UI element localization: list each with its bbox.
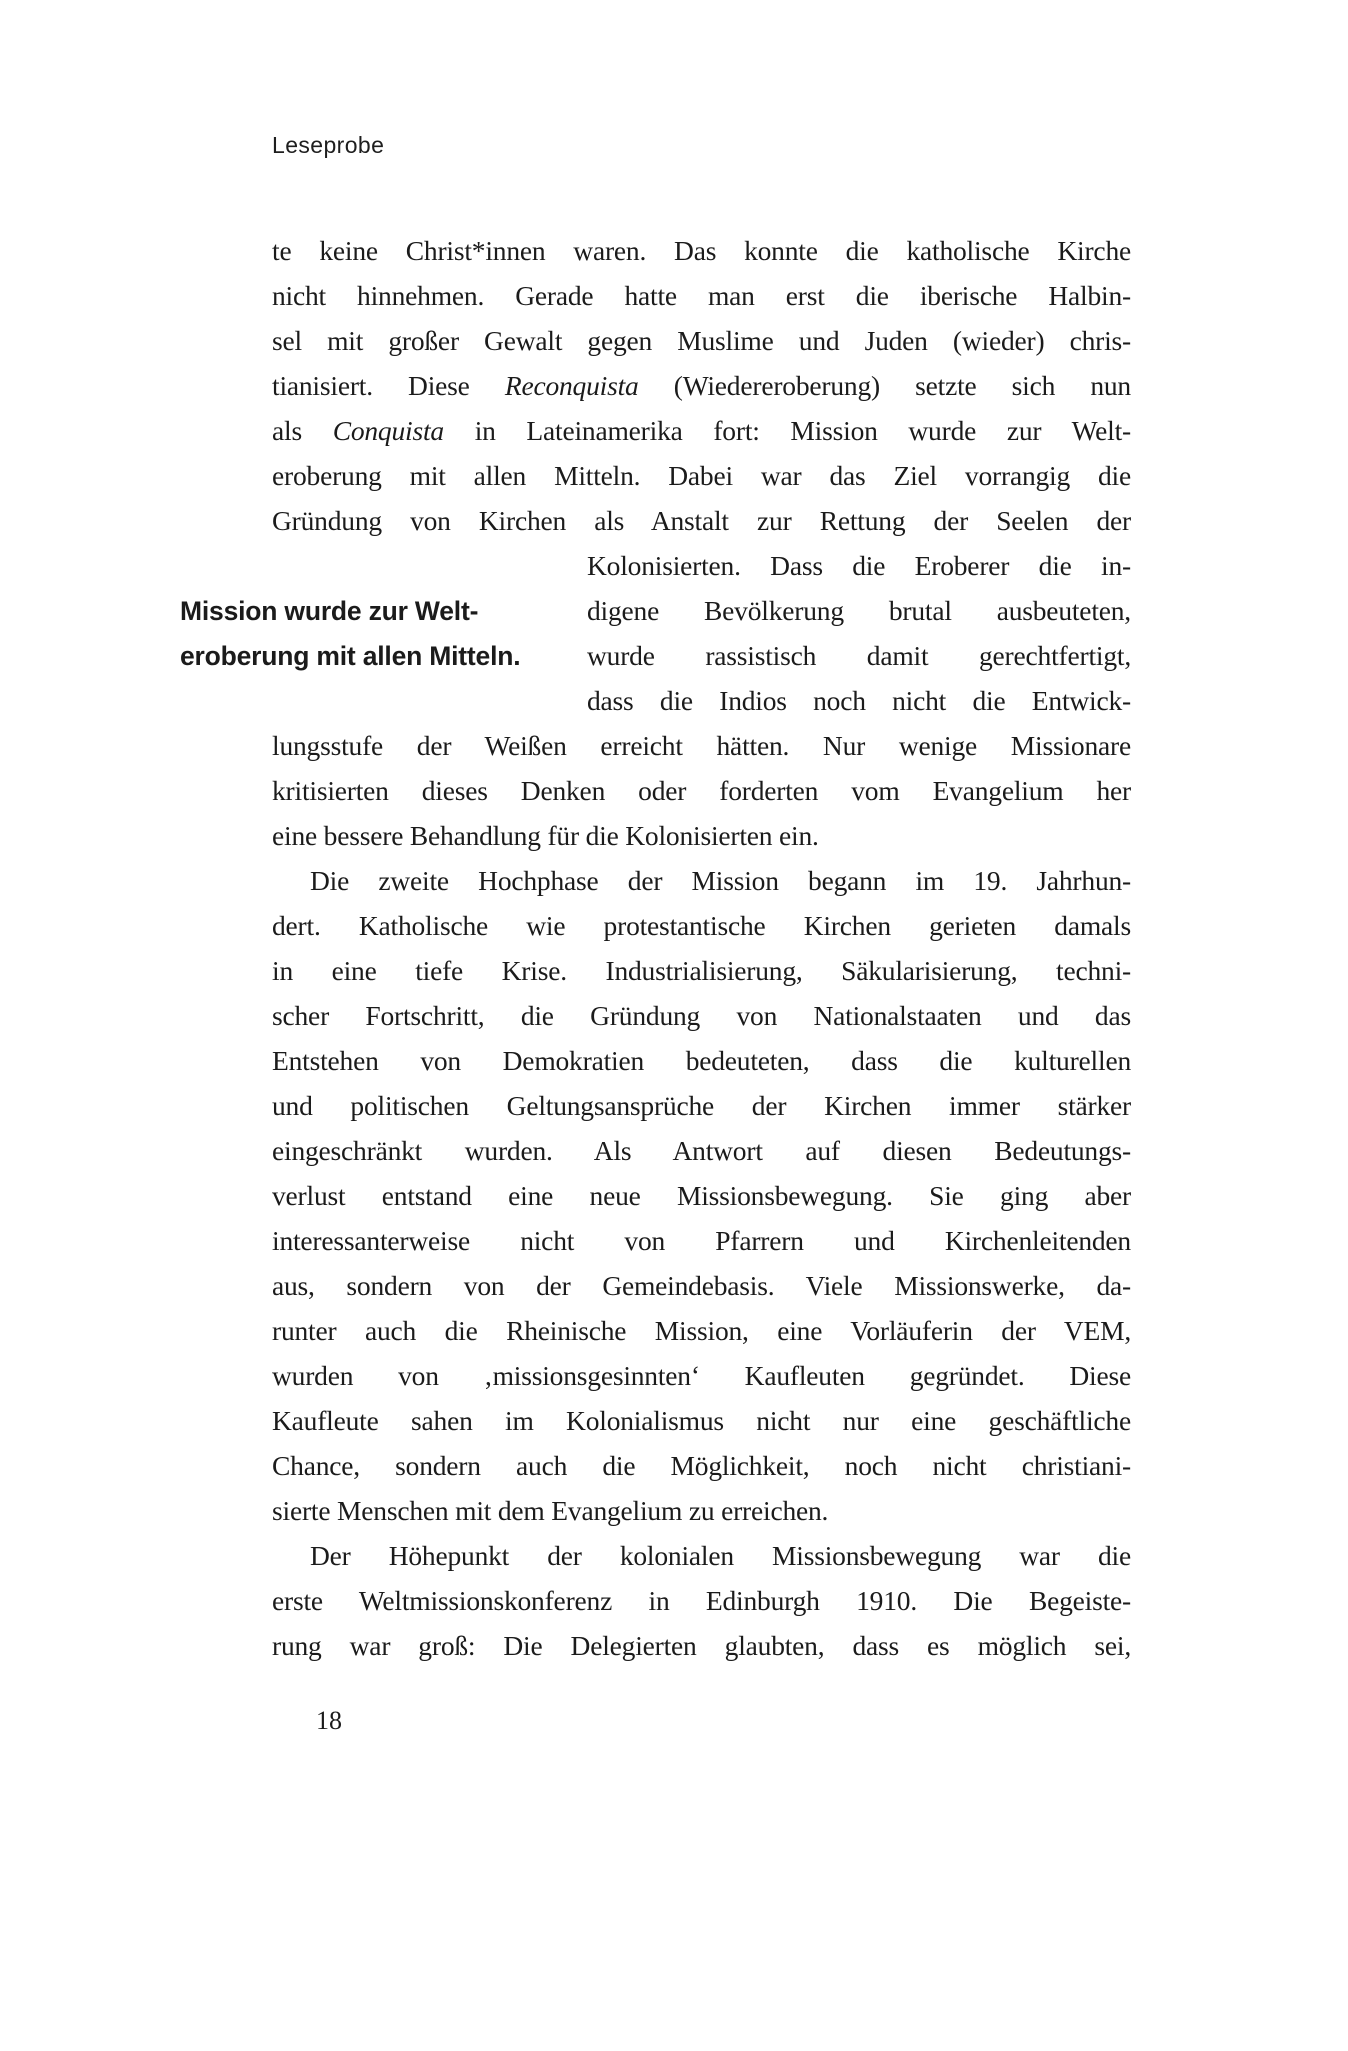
italic-text: Conquista xyxy=(332,415,444,446)
text-line: in eine tiefe Krise. Industrialisierung, Säkularisierung, techni- xyxy=(272,955,1131,986)
text-line: digene Bevölkerung brutal ausbeuteten, xyxy=(587,595,1131,626)
text-line: lungsstufe der Weißen erreicht hätten. Nur wenige Missionare xyxy=(272,730,1131,761)
text-line: sel mit großer Gewalt gegen Muslime und Juden (wieder) chris- xyxy=(272,325,1131,356)
text-line: wurden von ‚missionsgesinnten‘ Kaufleuten gegründet. Diese xyxy=(272,1360,1131,1391)
section-label: Leseprobe xyxy=(272,132,385,158)
text-line: scher Fortschritt, die Gründung von Nationalstaaten und das xyxy=(272,1000,1131,1031)
text-line: eroberung mit allen Mitteln. Dabei war das Ziel vorrangig die xyxy=(272,460,1131,491)
text-line: sierte Menschen mit dem Evangelium zu erreichen. xyxy=(272,1495,829,1526)
text-line xyxy=(272,408,1131,453)
text-line: runter auch die Rheinische Mission, eine Vorläuferin der VEM, xyxy=(272,1315,1131,1346)
text-line: verlust entstand eine neue Missionsbewegung. Sie ging aber xyxy=(272,1180,1131,1211)
text-line: erste Weltmissionskonferenz in Edinburgh 1910. Die Begeiste- xyxy=(272,1585,1131,1616)
text-line xyxy=(272,363,1131,408)
text-line: Kaufleute sahen im Kolonialismus nicht nur eine geschäftliche xyxy=(272,1405,1131,1436)
text-line: wurde rassistisch damit gerechtfertigt, xyxy=(587,640,1131,671)
text-line: te keine Christ*innen waren. Das konnte die katholische Kirche xyxy=(272,235,1131,266)
text-line: kritisierten dieses Denken oder forderten vom Evangelium her xyxy=(272,775,1131,806)
text-segment: in Lateinamerika fort: Mission wurde zur Welt- xyxy=(443,415,1131,446)
text-line: dert. Katholische wie protestantische Kirchen gerieten damals xyxy=(272,910,1131,941)
page-number: 18 xyxy=(316,1706,342,1735)
text-segment: tianisiert. Diese xyxy=(272,370,505,401)
text-line: Entstehen von Demokratien bedeuteten, dass die kulturellen xyxy=(272,1045,1131,1076)
body-text xyxy=(272,228,1131,1668)
text-line: Der Höhepunkt der kolonialen Missionsbewegung war die xyxy=(310,1540,1131,1571)
text-line: Gründung von Kirchen als Anstalt zur Rettung der Seelen der xyxy=(272,505,1131,536)
italic-text: Reconquista xyxy=(504,370,639,401)
text-line: interessanterweise nicht von Pfarrern und Kirchenleitenden xyxy=(272,1225,1131,1256)
text-line: aus, sondern von der Gemeindebasis. Viele Missionswerke, da- xyxy=(272,1270,1131,1301)
text-segment: als xyxy=(272,415,333,446)
text-line: dass die Indios noch nicht die Entwick- xyxy=(587,685,1131,716)
text-line: rung war groß: Die Delegierten glaubten, dass es möglich sei, xyxy=(272,1630,1131,1661)
text-line: und politischen Geltungsansprüche der Kirchen immer stärker xyxy=(272,1090,1131,1121)
text-line: Die zweite Hochphase der Mission begann im 19. Jahrhun- xyxy=(310,865,1131,896)
text-line: Chance, sondern auch die Möglichkeit, noch nicht christiani- xyxy=(272,1450,1131,1481)
text-line: eine bessere Behandlung für die Kolonisierten ein. xyxy=(272,820,819,851)
text-line: nicht hinnehmen. Gerade hatte man erst die iberische Halbin- xyxy=(272,280,1131,311)
margin-note-line: Mission wurde zur Welt- xyxy=(180,596,479,626)
margin-note-line: eroberung mit allen Mitteln. xyxy=(180,641,521,671)
text-line: Kolonisierten. Dass die Eroberer die in- xyxy=(587,550,1131,581)
text-segment: (Wiedereroberung) setzte sich nun xyxy=(638,370,1131,401)
text-line: eingeschränkt wurden. Als Antwort auf diesen Bedeutungs- xyxy=(272,1135,1131,1166)
